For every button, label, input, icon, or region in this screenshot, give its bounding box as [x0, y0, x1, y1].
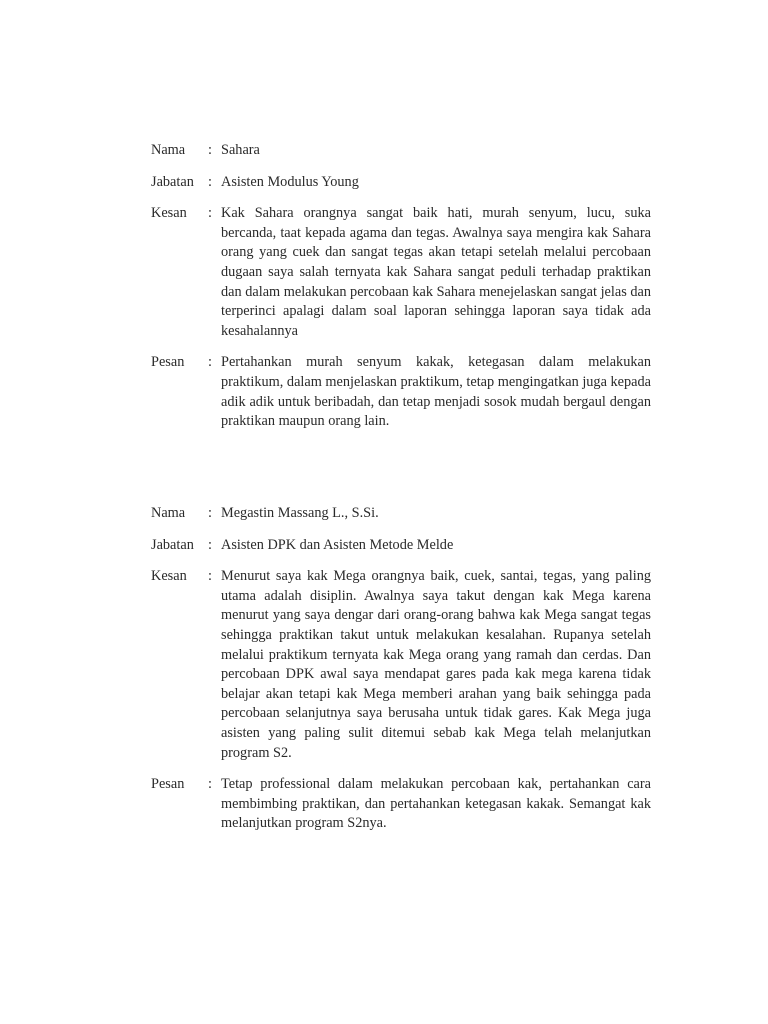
pesan-label: Pesan	[151, 776, 185, 793]
pesan-row	[151, 353, 651, 431]
kesan-value: Menurut saya kak Mega orangnya baik, cuek, santai, tegas, yang paling utama adalah disiplin. Awalnya saya takut dengan kak Mega karena menurut yang saya dengar dari orang-orang bahwa kak Mega sangat tegas sehingga praktikan takut untuk melakukan kesalahan. Rupanya setelah melalui praktikum ternyata kak Mega orang yang ramah dan cerdas. Dan percobaan DPK awal saya mendapat gares pada kak mega karena tidak belajar akan tetapi kak Mega memberi arahan yang baik sehingga pada percobaan selanjutnya saya berusaha untuk tidak gares. Kak Mega juga asisten yang paling sulit ditemui sebab kak Mega telah melanjutkan program S2.	[221, 568, 651, 761]
jabatan-row	[151, 173, 651, 193]
jabatan-value: Asisten DPK dan Asisten Metode Melde	[221, 536, 454, 553]
kesan-row	[151, 204, 651, 341]
nama-label: Nama	[151, 142, 186, 158]
colon: :	[208, 505, 212, 521]
pesan-row	[151, 775, 651, 834]
colon: :	[208, 568, 212, 585]
assistant-entry	[151, 141, 651, 432]
jabatan-row	[151, 536, 651, 556]
colon: :	[208, 354, 212, 371]
colon: :	[208, 536, 212, 553]
pesan-value: Tetap professional dalam melakukan percobaan kak, pertahankan cara membimbing praktikan, dan pertahankan ketegasan kakak. Semangat kak melanjutkan program S2nya.	[221, 776, 651, 832]
assistant-entry	[151, 504, 651, 834]
kesan-value: Kak Sahara orangnya sangat baik hati, murah senyum, lucu, suka bercanda, taat kepada agama dan tegas. Awalnya saya mengira kak Sahara orang yang cuek dan sangat tegas akan tetapi setelah melalui percobaan dugaan saya salah ternyata kak Sahara sangat peduli terhadap praktikan dan dalam melakukan percobaan kak Sahara menejelaskan sangat jelas dan terperinci apalagi dalam soal laporan sehingga laporan saya tidak ada kesahalannya	[221, 205, 651, 339]
colon: :	[208, 173, 212, 190]
colon: :	[208, 205, 212, 222]
jabatan-label: Jabatan	[151, 173, 194, 190]
nama-value: Sahara	[221, 142, 260, 158]
colon: :	[208, 142, 212, 158]
jabatan-label: Jabatan	[151, 536, 194, 553]
pesan-value: Pertahankan murah senyum kakak, ketegasan dalam melakukan praktikum, dalam menjelaskan praktikum, tetap mengingatkan juga kepada adik adik untuk beribadah, dan tetap menjadi sosok mudah bergaul dengan praktikan maupun orang lain.	[221, 354, 651, 430]
jabatan-value: Asisten Modulus Young	[221, 173, 359, 190]
nama-row	[151, 141, 651, 161]
nama-value: Megastin Massang L., S.Si.	[221, 505, 379, 521]
kesan-row	[151, 567, 651, 763]
nama-row	[151, 504, 651, 524]
pesan-label: Pesan	[151, 354, 185, 371]
nama-label: Nama	[151, 505, 186, 521]
kesan-label: Kesan	[151, 205, 187, 222]
colon: :	[208, 776, 212, 793]
kesan-label: Kesan	[151, 568, 187, 585]
